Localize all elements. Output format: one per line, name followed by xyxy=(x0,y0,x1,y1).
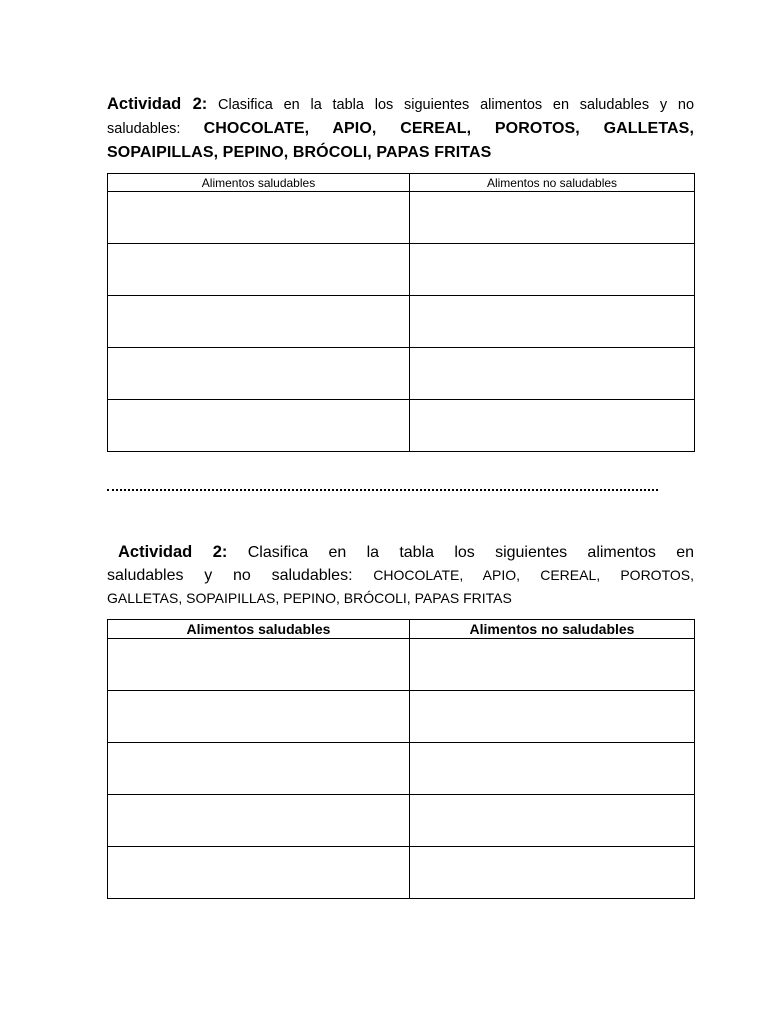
unhealthy-cell[interactable] xyxy=(410,847,695,899)
food-list-continued: GALLETAS, SOPAIPILLAS, PEPINO, BRÓCOLI, PAPAS FRITAS xyxy=(107,590,512,606)
food-list: CHOCOLATE, APIO, CEREAL, POROTOS, GALLETAS, xyxy=(203,120,694,137)
healthy-cell[interactable] xyxy=(108,348,410,400)
table-row xyxy=(108,244,695,296)
unhealthy-cell[interactable] xyxy=(410,400,695,452)
unhealthy-cell[interactable] xyxy=(410,296,695,348)
instruction-text: Clasifica en la tabla los siguientes alimentos en saludables y no xyxy=(218,97,695,113)
header-unhealthy: Alimentos no saludables xyxy=(410,620,695,639)
healthy-cell[interactable] xyxy=(108,639,410,691)
table-row xyxy=(108,795,695,847)
unhealthy-cell[interactable] xyxy=(410,795,695,847)
dotted-separator xyxy=(107,489,658,491)
table-row xyxy=(108,400,695,452)
activity-label: Actividad 2: xyxy=(107,95,208,113)
table-row xyxy=(108,691,695,743)
table-row xyxy=(108,348,695,400)
unhealthy-cell[interactable] xyxy=(410,639,695,691)
activity-instructions xyxy=(107,93,694,165)
healthy-cell[interactable] xyxy=(108,691,410,743)
unhealthy-cell[interactable] xyxy=(410,192,695,244)
table-row xyxy=(108,847,695,899)
healthy-cell[interactable] xyxy=(108,400,410,452)
classification-table xyxy=(107,173,695,452)
table-row xyxy=(108,639,695,691)
unhealthy-cell[interactable] xyxy=(410,691,695,743)
healthy-cell[interactable] xyxy=(108,743,410,795)
healthy-cell[interactable] xyxy=(108,296,410,348)
healthy-cell[interactable] xyxy=(108,192,410,244)
table-row xyxy=(108,296,695,348)
healthy-cell[interactable] xyxy=(108,847,410,899)
unhealthy-cell[interactable] xyxy=(410,348,695,400)
header-healthy: Alimentos saludables xyxy=(108,174,410,192)
instruction-text: Clasifica en la tabla los siguientes alimentos en xyxy=(247,544,695,561)
food-list: CHOCOLATE, APIO, CEREAL, POROTOS, xyxy=(373,567,694,583)
instruction-text-continued: saludables: xyxy=(107,121,181,137)
instruction-text-continued: saludables y no saludables: xyxy=(107,567,353,584)
table-row xyxy=(108,743,695,795)
activity-block-2 xyxy=(107,541,694,899)
activity-label: Actividad 2: xyxy=(118,543,228,561)
table-row xyxy=(108,192,695,244)
header-unhealthy: Alimentos no saludables xyxy=(410,174,695,192)
unhealthy-cell[interactable] xyxy=(410,244,695,296)
healthy-cell[interactable] xyxy=(108,244,410,296)
healthy-cell[interactable] xyxy=(108,795,410,847)
food-list-continued: SOPAIPILLAS, PEPINO, BRÓCOLI, PAPAS FRITAS xyxy=(107,144,492,161)
activity-instructions xyxy=(107,541,694,610)
classification-table xyxy=(107,619,695,899)
unhealthy-cell[interactable] xyxy=(410,743,695,795)
activity-block-1 xyxy=(107,93,694,452)
header-healthy: Alimentos saludables xyxy=(108,620,410,639)
